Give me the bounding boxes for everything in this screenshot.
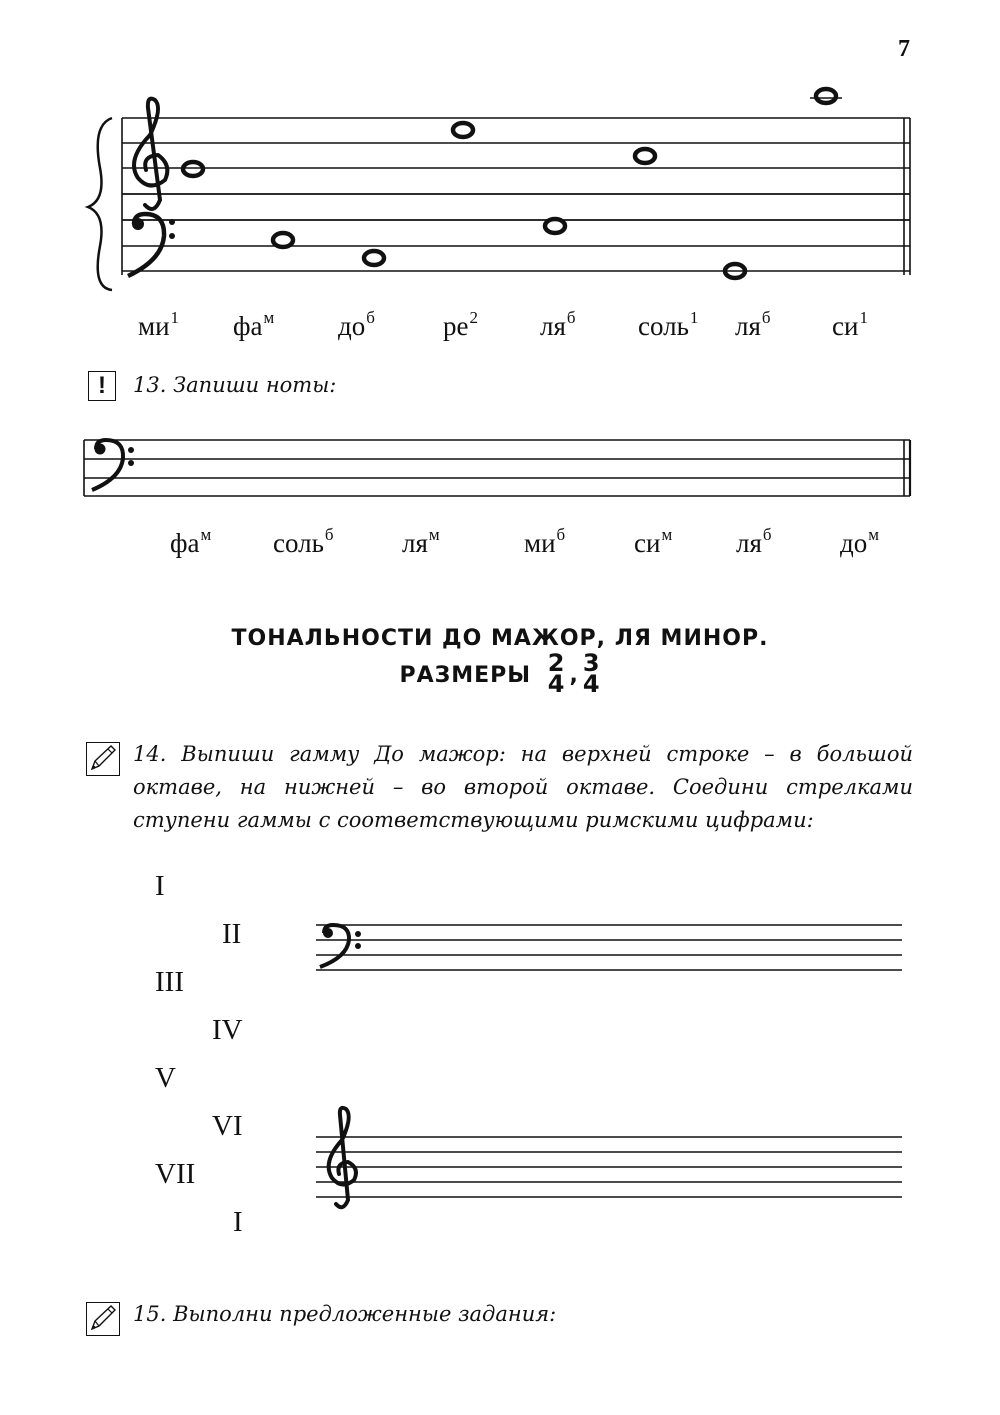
note-f-small — [273, 233, 293, 247]
task13-bass-staff — [0, 430, 1000, 500]
brace — [88, 118, 112, 290]
bass-clef-icon — [92, 440, 134, 490]
note-b1 — [810, 89, 842, 103]
roman-numeral: II — [222, 918, 242, 950]
roman-numeral: VI — [212, 1110, 243, 1142]
roman-numeral: VII — [155, 1158, 196, 1190]
treble-staff-lines — [122, 118, 910, 220]
important-marker-icon: ! — [88, 371, 116, 401]
time-signatures-label: РАЗМЕРЫ — [399, 663, 532, 688]
note-label: $ля^б$ — [736, 525, 772, 558]
page-number: 7 — [898, 36, 910, 62]
note-label: $си^1$ — [832, 308, 868, 341]
time-signature-3-4: 3 4 — [582, 649, 601, 698]
task14-treble-staff[interactable] — [0, 1100, 1000, 1220]
note-g1 — [635, 149, 655, 163]
section-title: ТОНАЛЬНОСТИ ДО МАЖОР, ЛЯ МИНОР. — [231, 626, 769, 651]
bass-clef-icon — [320, 925, 361, 967]
roman-numeral: V — [155, 1062, 176, 1094]
task13-text: 13. Запиши ноты: — [133, 373, 337, 397]
note-label: $ля^м$ — [402, 525, 440, 558]
roman-numeral: I — [233, 1206, 243, 1238]
note-a-great — [545, 219, 565, 233]
roman-numeral: III — [155, 966, 184, 998]
treble-clef-icon — [134, 99, 167, 209]
note-label: $си^м$ — [634, 525, 673, 558]
time-signature-2-4: 2 4 — [547, 649, 566, 698]
task14-text: 14. Выпиши гамму До мажор: на верхней строке – в большой октаве, на нижней – во второй октаве. Соедини стрелками ступени гаммы с соответствующими римскими цифрами: — [133, 742, 913, 832]
note-label: соль$^1$ — [638, 308, 699, 341]
note-label: $ми^1$ — [138, 308, 180, 341]
bass-staff-lines — [122, 194, 910, 271]
grand-staff-system — [0, 0, 1000, 300]
note-label: $фа^м$ — [170, 525, 212, 558]
bass-clef-icon — [128, 214, 175, 276]
note-c-great — [364, 251, 384, 265]
separator: , — [569, 663, 579, 688]
note-label: $ля^б$ — [540, 308, 576, 341]
note-label: $фа^м$ — [233, 308, 275, 341]
note-label: $ре^2$ — [443, 308, 478, 341]
note-d2 — [453, 123, 473, 137]
note-label: $до^м$ — [840, 525, 880, 558]
note-label: $до^б$ — [338, 308, 375, 341]
note-label: $ми^б$ — [524, 525, 566, 558]
note-label: соль$^б$ — [273, 525, 334, 558]
roman-numeral: I — [155, 870, 165, 902]
treble-clef-icon — [329, 1108, 356, 1207]
note-label: $ля^б$ — [735, 308, 771, 341]
roman-numeral: IV — [212, 1014, 243, 1046]
note-e1 — [183, 162, 203, 176]
task15-text: 15. Выполни предложенные задания: — [133, 1302, 557, 1326]
task14-bass-staff[interactable] — [0, 915, 1000, 985]
pencil-icon — [86, 1302, 120, 1336]
pencil-icon — [86, 742, 120, 776]
section-subtitle — [0, 649, 1000, 698]
